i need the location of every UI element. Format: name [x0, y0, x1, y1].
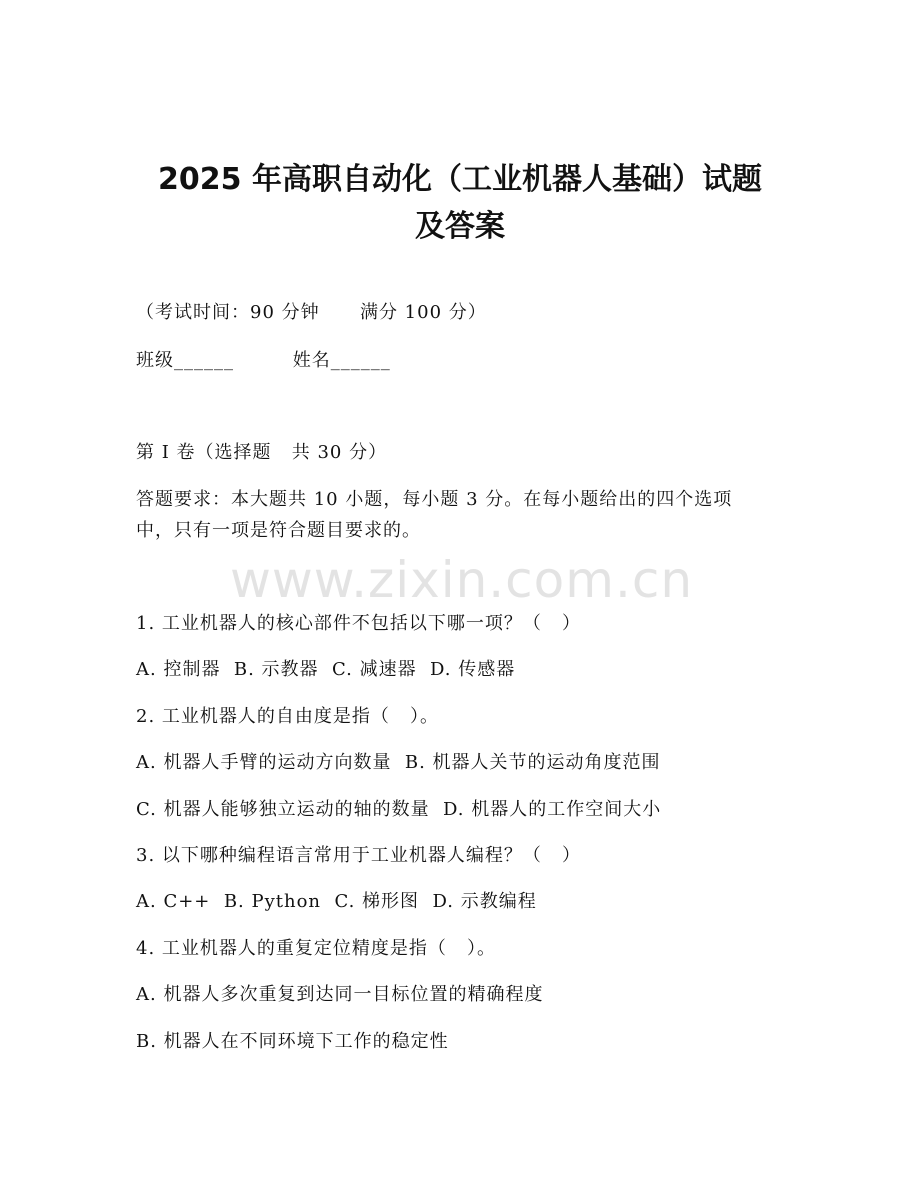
class-label: 班级______	[136, 350, 234, 371]
question-3-options: A. C++ B. Python C. 梯形图 D. 示教编程	[136, 891, 537, 912]
section-title: 第 I 卷（选择题 共 30 分）	[136, 442, 388, 463]
watermark: www.zixin.com.cn	[230, 551, 694, 609]
question-2-option-cd: C. 机器人能够独立运动的轴的数量 D. 机器人的工作空间大小	[136, 799, 662, 820]
instructions-line1: 答题要求：本大题共 10 小题，每小题 3 分。在每小题给出的四个选项	[136, 489, 733, 510]
name-label: 姓名______	[292, 350, 391, 371]
exam-info: （考试时间：90 分钟 满分 100 分）	[136, 302, 487, 323]
question-2-option-ab: A. 机器人手臂的运动方向数量 B. 机器人关节的运动角度范围	[136, 752, 661, 773]
document-title-line2: 及答案	[415, 209, 505, 244]
class-name-row	[136, 348, 391, 374]
question-1-stem: 1. 工业机器人的核心部件不包括以下哪一项？（ ）	[136, 613, 582, 634]
question-4-stem: 4. 工业机器人的重复定位精度是指（ ）。	[136, 938, 497, 959]
question-1-options: A. 控制器 B. 示教器 C. 减速器 D. 传感器	[136, 659, 516, 680]
question-3-stem: 3. 以下哪种编程语言常用于工业机器人编程？（ ）	[136, 845, 582, 866]
instructions-line2: 中，只有一项是符合题目要求的。	[136, 520, 421, 541]
question-4-option-b: B. 机器人在不同环境下工作的稳定性	[136, 1031, 449, 1052]
document-title-line1: 2025 年高职自动化（工业机器人基础）试题	[158, 162, 762, 197]
question-4-option-a: A. 机器人多次重复到达同一目标位置的精确程度	[136, 984, 544, 1005]
question-2-stem: 2. 工业机器人的自由度是指（ ）。	[136, 706, 440, 727]
